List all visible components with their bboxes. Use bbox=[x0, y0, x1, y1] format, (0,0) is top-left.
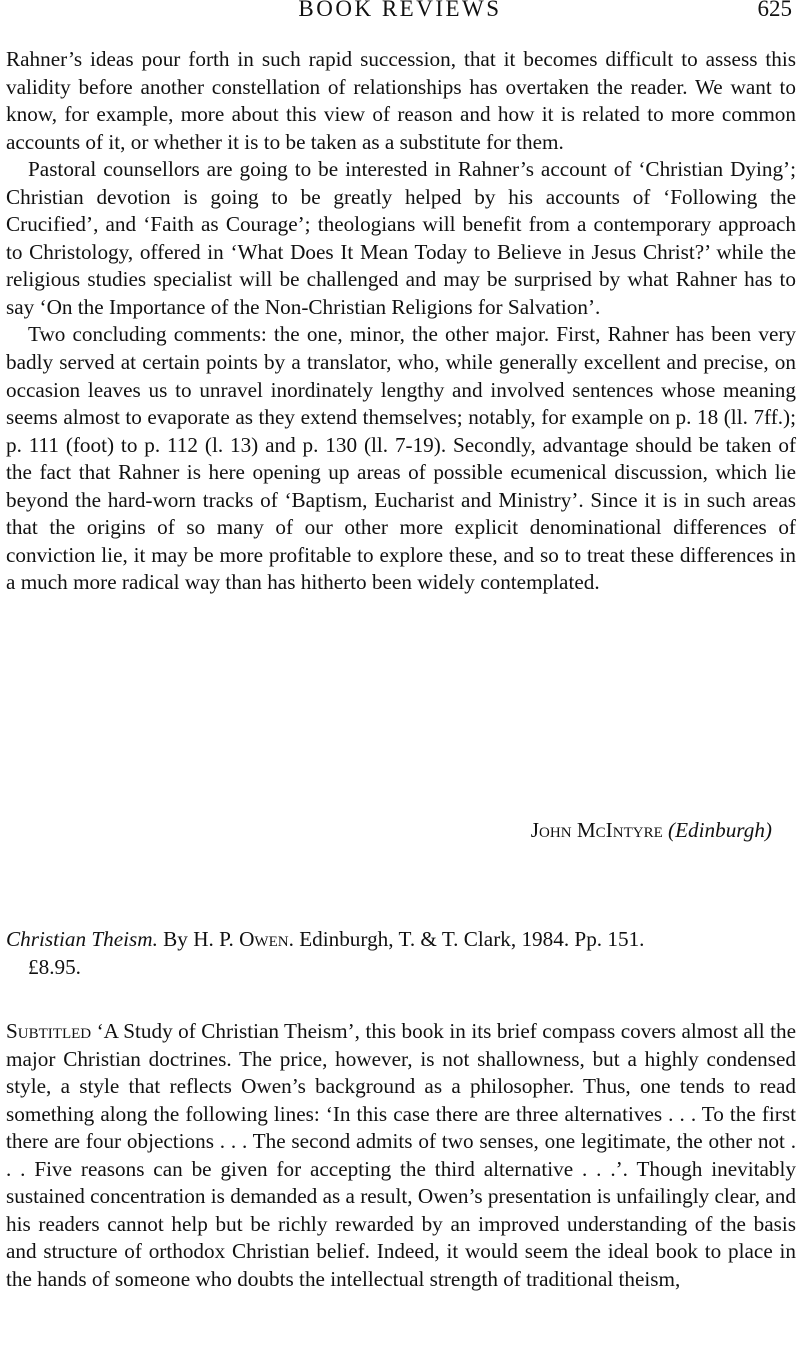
review-paragraph bbox=[6, 1018, 796, 1293]
running-head bbox=[0, 0, 800, 26]
author-prefix: By H. P. bbox=[163, 927, 234, 951]
book-title: Christian Theism. bbox=[6, 927, 158, 951]
lead-word: Subtitled bbox=[6, 1019, 92, 1043]
paragraph-3: Two concluding comments: the one, minor, the other major. First, Rahner has been very badly served at certain points by a translator, who, while generally excellent and precise, on occasion leaves us to unravel inordinately lengthy and involved sentences whose meaning seems almost to evaporate as they extend themselves; notably, for example on p. 18 (ll. 7ff.); p. 111 (foot) to p. 112 (l. 13) and p. 130 (ll. 7-19). Secondly, advantage should be taken of the fact that Rahner is here opening up areas of possible ecumenical discussion, which lie beyond the hard-worn tracks of ‘Baptism, Eucharist and Ministry’. Since it is in such areas that the origins of so many of our other more explicit denominational differences of conviction lie, it may be more profitable to explore these, and so to treat these differences in a much more radical way than has hitherto been widely contemplated. bbox=[6, 322, 796, 595]
paragraph-2: Pastoral counsellors are going to be interested in Rahner’s account of ‘Christian Dying’; Christian devotion is going to be greatly helped by his accounts of ‘Following the Crucified’, and ‘Faith as Courage’; theologians will benefit from a contemporary approach to Christology, offered in ‘What Does It Mean Today to Believe in Jesus Christ?’ while the religious studies specialist will be challenged and may be surprised by what Rahner has to say ‘On the Importance of the Non-Christian Religions for Salvation’. bbox=[6, 157, 796, 319]
review-body: ‘A Study of Christian Theism’, this book in its brief compass covers almost all the major Christian doctrines. The price, however, is not shallowness, but a highly condensed style, a style that reflects Owen’s background as a philosopher. Thus, one tends to read something along the following lines: ‘In this case there are three alternatives . . . To the first there are four objections . . . The second admits of two senses, one legitimate, the other not . . . Five reasons can be given for accepting the third alternative . . .’. Though inevitably sustained concentration is demanded as a result, Owen’s presentation is unfailingly clear, and his readers cannot help but be richly rewarded by an improved understanding of the basis and structure of orthodox Christian belief. Indeed, it would seem the ideal book to place in the hands of someone who doubts the intellectual strength of traditional theism, bbox=[6, 1019, 796, 1291]
paragraph-1: Rahner’s ideas pour forth in such rapid succession, that it becomes difficult to assess this validity before another constellation of relationships has overtaken the reader. We want to know, for example, more about this view of reason and how it is related to more common accounts of it, or whether it is to be taken as a substitute for them. bbox=[6, 47, 796, 154]
bibliographic-entry bbox=[6, 925, 796, 953]
book-price: £8.95. bbox=[28, 955, 81, 979]
review-heading bbox=[6, 925, 796, 981]
page-number: 625 bbox=[757, 0, 792, 21]
review-rahner-text bbox=[6, 46, 796, 597]
reviewer-name: John McIntyre bbox=[530, 818, 663, 842]
publication-details: . Edinburgh, T. & T. Clark, 1984. Pp. 151. bbox=[288, 927, 645, 951]
author-name: Owen bbox=[239, 927, 289, 951]
review-owen-text bbox=[6, 1018, 796, 1293]
reviewer-signature bbox=[531, 816, 772, 844]
running-head-title: BOOK REVIEWS bbox=[298, 0, 502, 21]
reviewer-place: (Edinburgh) bbox=[668, 818, 772, 842]
